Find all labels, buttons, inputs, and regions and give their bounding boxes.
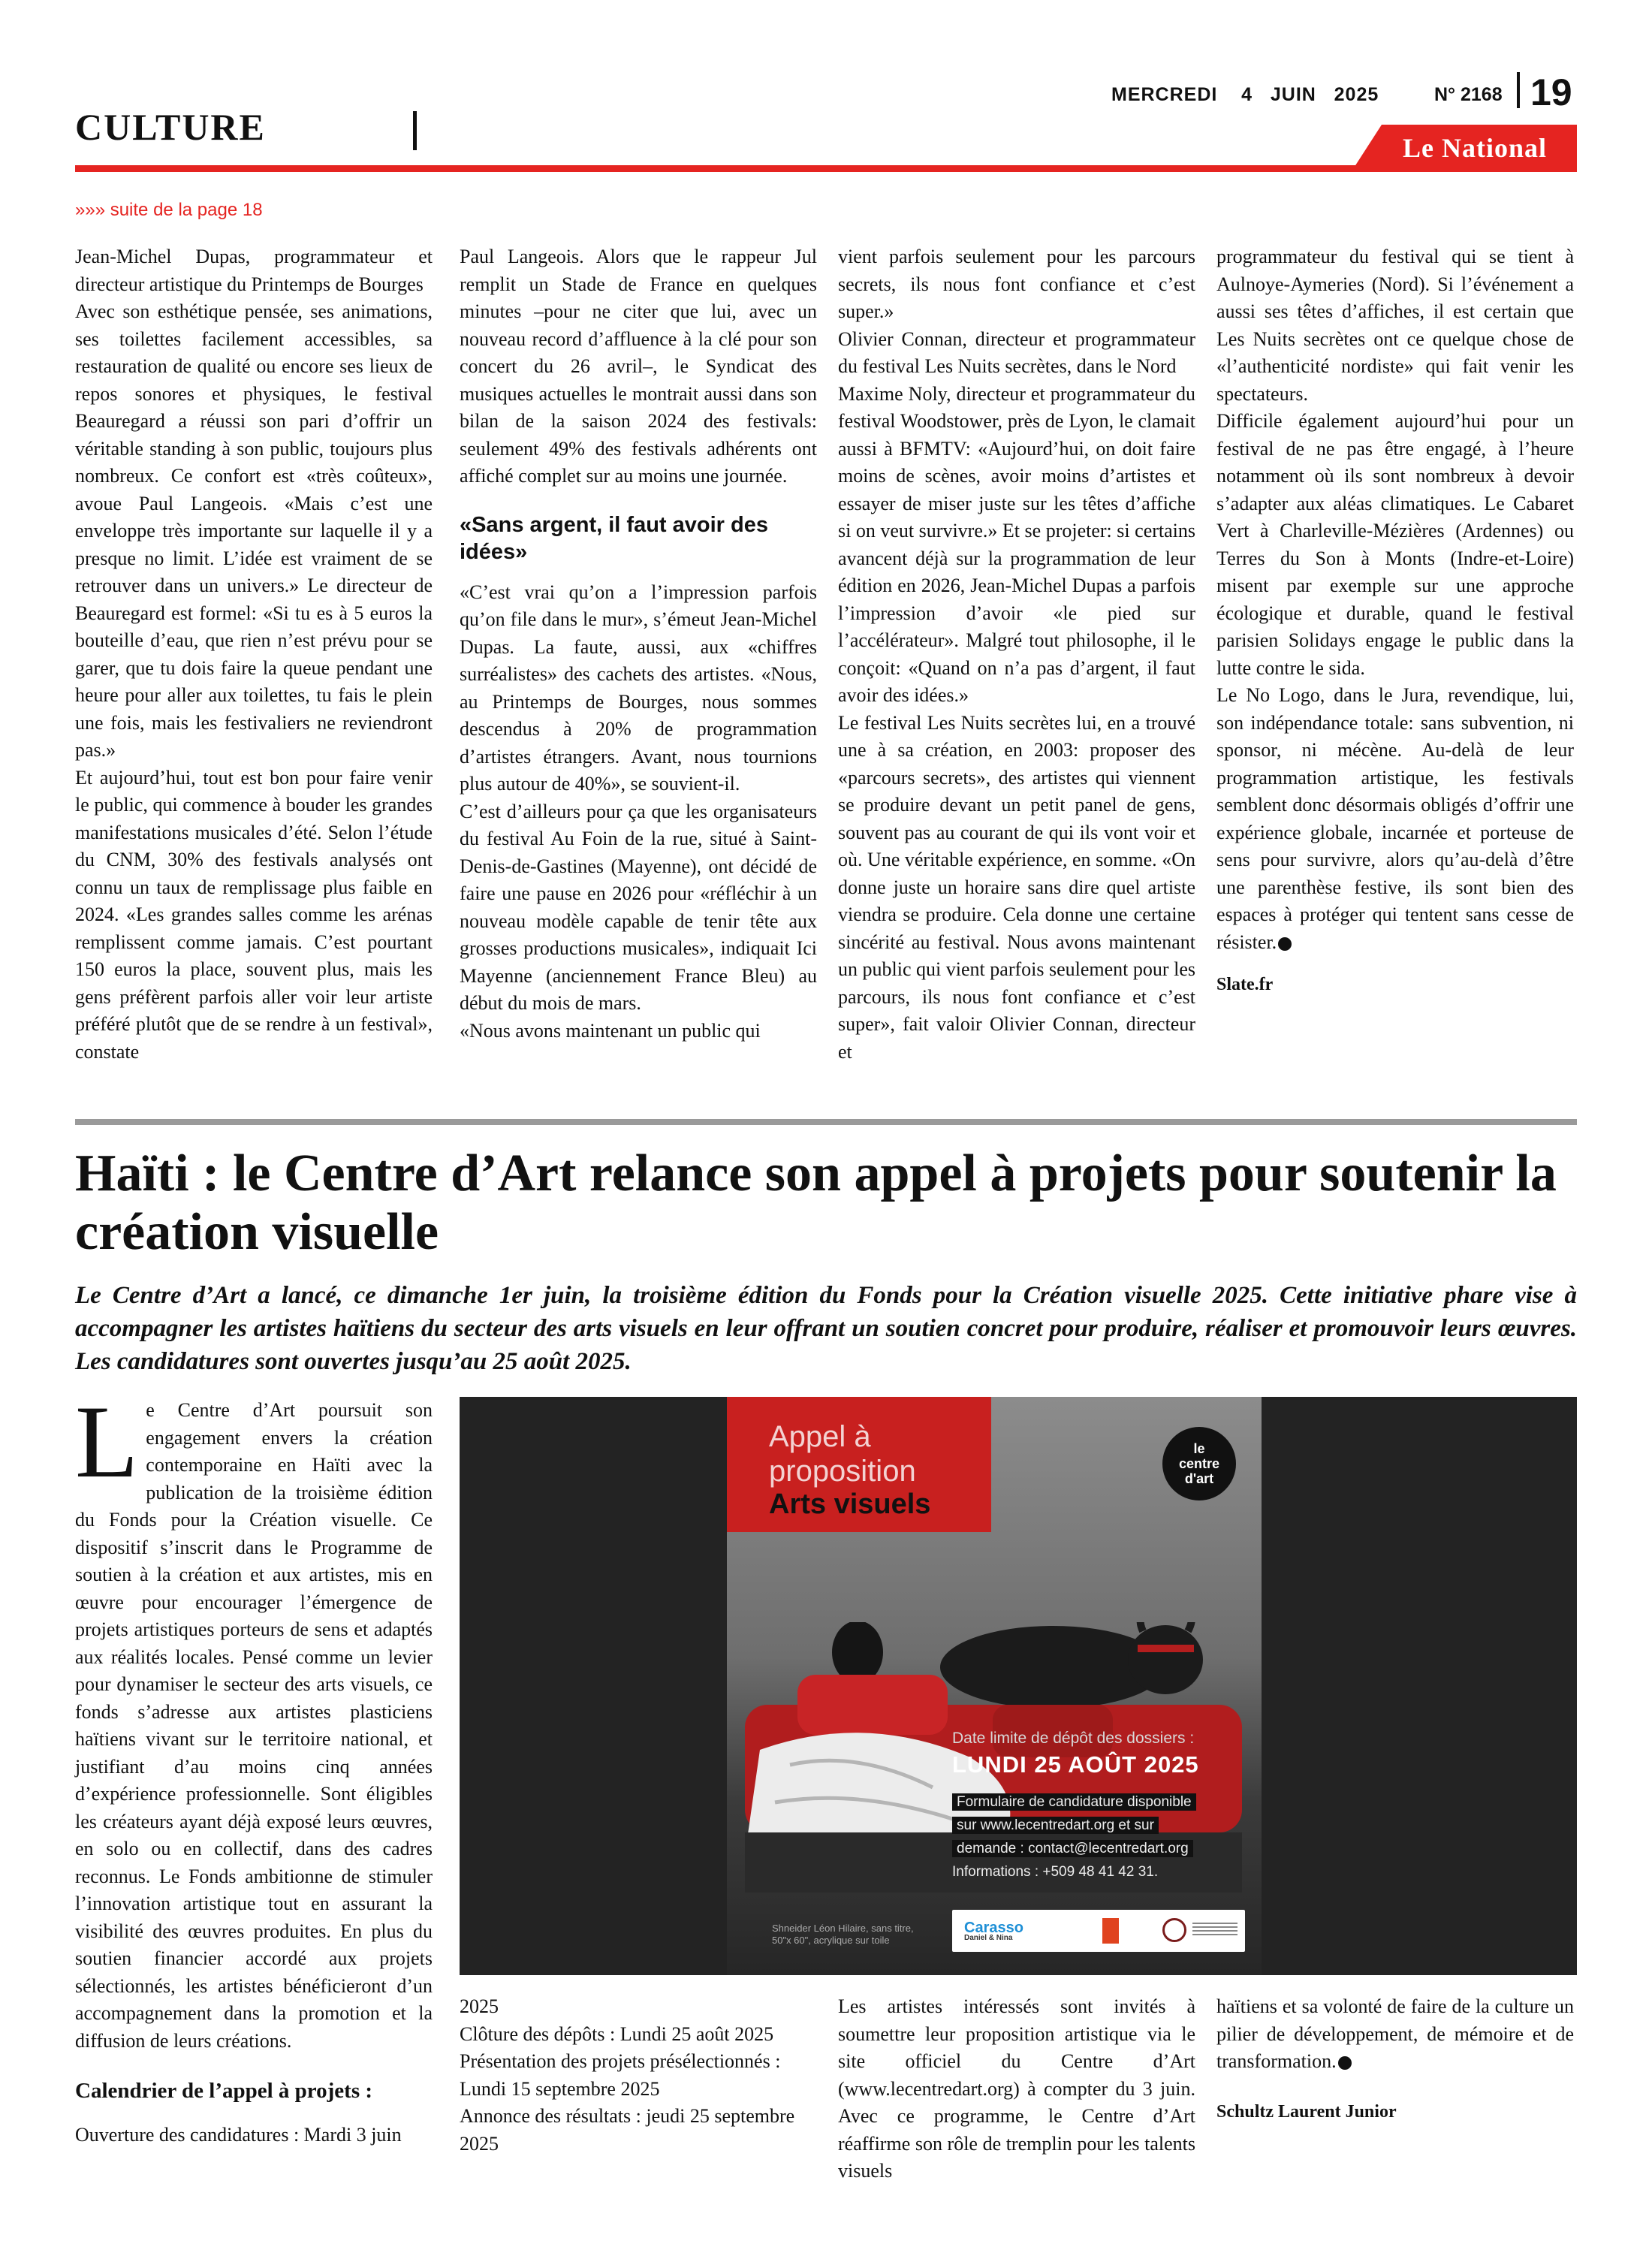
paragraph: Le Centre d’Art poursuit son engagement envers la création contemporaine en Haïti avec la publication de la troisième édition du Fonds pour la Création visuelle. Ce dispositif s’inscrit dans le Programme de soutien à la création et aux artistes, mis en œuvre pour encourager l’émergence de projets artistiques porteurs de sens et adaptés aux réalités locales. Pensé comme un levier pour dynamiser le secteur des arts visuels, ce fonds s’adresse aux artistes plasticiens haïtiens vivant sur le territoire national, et justifiant d’au moins cinq années d’expérience professionnelle. Sont éligibles les créateurs ayant déjà exposé leurs œuvres, en solo ou en collectif, dans des cadres reconnus. Le Fonds ambitionne de stimuler l’innovation artistique tout en assurant la visibilité des œuvres produites. En plus du soutien financier accordé aux projets sélectionnés, les artistes bénéficieront d’un accompagnement dans la promotion et la diffusion de leurs créations.	[75, 1384, 433, 2052]
article2-column-3	[838, 1993, 1195, 2185]
brand-name: Le National	[1402, 133, 1547, 163]
section-divider	[413, 111, 417, 150]
sponsor-logo-2	[1102, 1918, 1119, 1944]
paragraph: Et aujourd’hui, tout est bon pour faire venir le public, qui commence à bouder les grandes manifestations musicales d’été. Selon l’étude du CNM, 30% des festivals analysés ont connu un taux de remplissage plus faible en 2024. «Les grandes salles comme les arénas remplissent comme jamais. C’est pourtant 150 euros la place, souvent plus, mais les gens préfèrent parfois aller voir leur artiste préféré plutôt que de se rendre à un festival», constate	[75, 766, 433, 1063]
article1-column-4	[1216, 243, 1574, 999]
poster-title: Appel à proposition	[769, 1420, 916, 1488]
centre-dart-logo: le centre d'art	[1162, 1427, 1236, 1500]
article2-column-2	[460, 1993, 817, 2158]
sponsor-logo-3-text	[1192, 1923, 1237, 1936]
paragraph: Le festival Les Nuits secrètes lui, en a trouvé une à sa création, en 2003: proposer des «parcours secrets», des artistes qui viennent se produire devant un petit panel de gens, souvent pas au courant de qui ils vont voir et où. Une véritable expérience, en somme. «On donne juste un horaire sans dire quel artiste viendra se produire. Cela donne une certaine sincérité au festival. Nous avons maintenant un public qui vient parfois seulement pour les parcours, ils nous font confiance et c’est super», fait valoir Olivier Connan, directeur et	[838, 711, 1195, 1063]
header-rule	[75, 165, 1577, 172]
article-separator	[75, 1119, 1577, 1125]
paragraph: «Nous avons maintenant un public qui	[460, 1019, 761, 1042]
paragraph: Olivier Connan, directeur et programmateur du festival Les Nuits secrètes, dans le Nord	[838, 327, 1195, 377]
paragraph: Maxime Noly, directeur et programmateur du festival Woodstower, près de Lyon, le clamait aussi à BFMTV: «Aujourd’hui, on doit faire moins de scènes, avoir moins d’artistes et essayer de miser juste sur les têtes d’affiche si on veut survivre.» Et se projeter: si certains avancent déjà sur la programmation de leur édition en 2026, Jean-Michel Dupas a parfois l’impression d’avoir «le pied sur l’accélérateur». Malgré tout philosophe, il le conçoit: «Quand on n’a pas d’argent, il faut avoir des idées.»	[838, 382, 1195, 706]
paragraph: «C’est vrai qu’on a l’impression parfois qu’on file dans le mur», s’émeut Jean-Michel Dupas. La faute, aussi, aux «chiffres surréalistes» des cachets des artistes. «Nous, au Printemps de Bourges, nous sommes descendus à 20% de programmation d’artistes étrangers. Avant, nous tournions plus autour de 40%», se souvient-il.	[460, 581, 817, 795]
paragraph: C’est d’ailleurs pour ça que les organisateurs du festival Au Foin de la rue, situé à Saint-Denis-de-Gastines (Mayenne), ont décidé de faire une pause en 2026 pour «réfléchir à un nouveau modèle capable de tenir tête aux grosses productions musicales», indiquait Ici Mayenne (anciennement France Bleu) au début du mois de mars.	[460, 800, 817, 1014]
paragraph: Les artistes intéressés sont invités à soumettre leur proposition artistique via le site officiel du Centre d’Art (www.lecentredart.org) à compter du 3 juin. Avec ce programme, le Centre d’Art réaffirme son rôle de tremplin pour les talents visuels	[838, 1995, 1195, 2182]
paragraph: vient parfois seulement pour les parcours secrets, ils nous font confiance et c’est super.»	[838, 246, 1195, 322]
calendar-item: Ouverture des candidatures : Mardi 3 juin	[75, 2123, 402, 2146]
end-mark-icon	[1338, 2056, 1352, 2070]
page-number-divider	[1517, 72, 1520, 108]
continued-from: »»» suite de la page 18	[75, 200, 263, 220]
issue-date: MERCREDI 4 JUIN 2025	[1111, 84, 1379, 105]
poster-subtitle: Arts visuels	[769, 1488, 931, 1520]
sponsor-logo-3	[1162, 1918, 1186, 1942]
article1-column-3	[838, 243, 1195, 1066]
paragraph: programmateur du festival qui se tient à Aulnoye-Aymeries (Nord). Si l’événement a aussi ses têtes d’affiches, il est certain que Les Nuits secrètes ont ce quelque chose de «l’authenticité nordiste» qui fait venir les spectateurs.	[1216, 246, 1574, 405]
calendar-title: Calendrier de l’appel à projets :	[75, 2079, 373, 2103]
issue-number: N° 2168	[1434, 84, 1503, 105]
article2-lede: Le Centre d’Art a lancé, ce dimanche 1er juin, la troisième édition du Fonds pour la Création visuelle 2025. Cette initiative phare vise à accompagner les artistes haïtiens du secteur des arts visuels en leur offrant un soutien concret pour produire, réaliser et promouvoir leurs œuvres. Les candidatures sont ouvertes jusqu’au 25 août 2025.	[75, 1282, 1577, 1375]
paragraph: Paul Langeois. Alors que le rappeur Jul remplit un Stade de France en quelques minutes –pour ne citer que lui, avec un nouveau record d’affluence à la clé pour son concert du 26 avril–, le Syndicat des musiques actuelles le montrait aussi dans son bilan de la saison 2024 des festivals: seulement 49% des festivals adhérents ont affiché complet sur au moins une journée.	[460, 246, 817, 487]
article1-credit: Slate.fr	[1216, 975, 1274, 994]
calendar-item: Annonce des résultats : jeudi 25 septembre 2025	[460, 2105, 795, 2155]
paragraph: Avec son esthétique pensée, ses animations, ses toilettes facilement accessibles, sa restauration de qualité ou encore ses lieux de repos sonores et physiques, le festival Beauregard a réussi son pari d’offrir un véritable standing à son public, toujours plus nombreux. Ce confort est «très coûteux», avoue Paul Langeois. «Mais c’est une enveloppe très importante sur laquelle il y a presque no limit. L’idée est vraiment de se retrouver dans un univers.» Le directeur de Beauregard est formel: «Si tu es à 5 euros la bouteille d’eau, que rien n’est prévu pour se garer, que tu dois faire la queue pendant une heure pour aller aux toilettes, tu fais le plein une fois, mais les festivaliers ne reviendront pas.»	[75, 300, 433, 761]
article1-column-1	[75, 243, 433, 1066]
paragraph: haïtiens et sa volonté de faire de la culture un pilier de développement, de mémoire et de transformation.	[1216, 1995, 1574, 2072]
end-mark-icon	[1278, 937, 1292, 951]
article2-credit: Schultz Laurent Junior	[1216, 2101, 1397, 2122]
calendar-item: Clôture des dépôts : Lundi 25 août 2025	[460, 2022, 774, 2045]
calendar-item: 2025	[460, 1995, 499, 2017]
poster-image	[727, 1397, 1262, 1975]
page-number: 19	[1530, 71, 1572, 113]
poster-artwork-caption: Shneider Léon Hilaire, sans titre, 50"x 60", acrylique sur toile	[772, 1923, 914, 1946]
paragraph: Le No Logo, dans le Jura, revendique, lui, son indépendance totale: sans subvention, ni sponsor, ni mécène. Au-delà de leur programmation artistique, les festivals semblent donc désormais obligés d’offrir une expérience globale, incarnée et porteuse de sens pour survivre, alors qu’au-delà d’être une parenthèse festive, ils sont bien des espaces à protéger qui tentent sans cesse de résister.	[1216, 684, 1574, 953]
article2-column-1	[75, 1384, 433, 2149]
article1-column-2	[460, 243, 817, 1045]
poster-deadline-label: Date limite de dépôt des dossiers :	[952, 1730, 1195, 1747]
drop-cap: L	[75, 1384, 139, 1499]
calendar-item: Présentation des projets présélectionnés : Lundi 15 septembre 2025	[460, 2050, 781, 2100]
paragraph: Jean-Michel Dupas, programmateur et directeur artistique du Printemps de Bourges	[75, 246, 433, 295]
article1-subhead: «Sans argent, il faut avoir des idées»	[460, 512, 768, 564]
poster-form-info: Formulaire de candidature disponible sur www.lecentredart.org et sur demande : contact@lecentredart.org Informations : +509 48 41 42 31.	[952, 1790, 1222, 1884]
article2-column-4	[1216, 1993, 1574, 2125]
article2-headline: Haïti : le Centre d’Art relance son appel à projets pour soutenir la création visuelle	[75, 1145, 1557, 1261]
sponsor-logo-carasso: Carasso Daniel & Nina	[964, 1920, 1023, 1942]
paragraph: Difficile également aujourd’hui pour un festival de ne pas être engagé, à l’heure notamment où ils sont nombreux à devoir s’adapter aux aléas climatiques. Le Cabaret Vert à Charleville-Mézières (Ardennes) ou Terres du Son à Monts (Indre-et-Loire) misent par exemple sur une approche écologique et durable, quand le festival parisien Solidays engage le public dans la lutte contre le sida.	[1216, 410, 1574, 679]
poster-deadline: LUNDI 25 AOÛT 2025	[952, 1751, 1199, 1778]
section-name: CULTURE	[75, 106, 266, 148]
